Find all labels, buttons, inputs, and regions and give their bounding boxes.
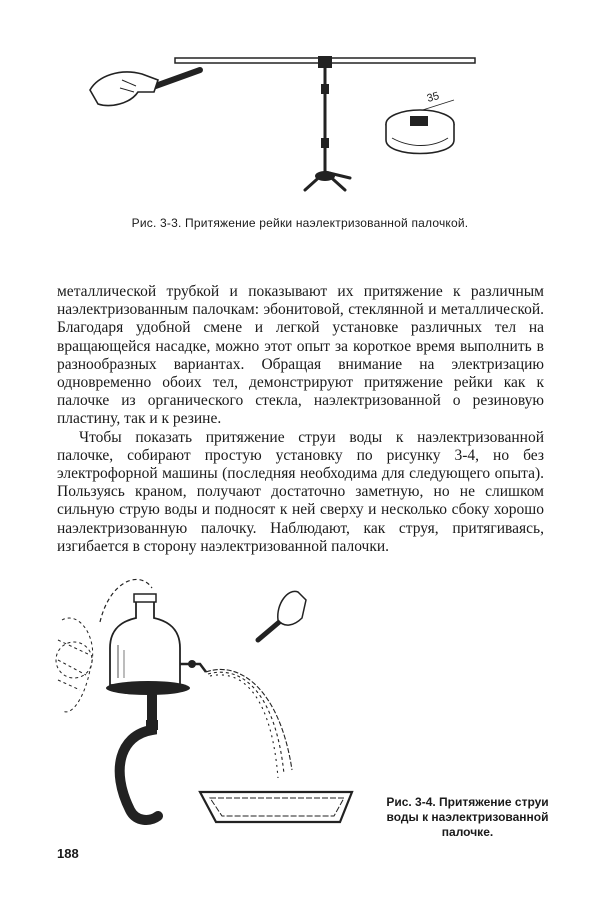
water-tray (200, 792, 352, 822)
stand (120, 695, 158, 820)
figure-3-3 (80, 40, 480, 200)
dimension-label: 35 (425, 90, 441, 105)
page-number: 188 (57, 846, 79, 861)
water-bottle (110, 594, 180, 685)
hand-2 (278, 591, 306, 625)
body-text (57, 283, 544, 556)
electrophore-machine (56, 618, 93, 712)
paragraph-2: Чтобы показать притяжение струи воды к наэлектризованной палочке, собирают простую установку по рисунку 3-4, но без электрофорной машины (последняя необходима для следующего опыта). Пользуясь краном, получают достаточно заметную, но не слишком сильную струю воды и подносят к ней сверху и несколько сбоку хорошо наэлектризованную палочку. Наблюдают, как струя, притягиваясь, изгибается в сторону наэлектризованной палочки. (57, 428, 544, 555)
water-jet (206, 669, 292, 778)
figure-3-4-caption: Рис. 3-4. Притяжение струи воды к наэлектризованной палочке. (386, 795, 549, 839)
figure-3-4 (40, 560, 380, 860)
paragraph-1: металлической трубкой и показывают их притяжение к различным наэлектризованным палочкам: эбонитовой, стеклянной и металлической. Благодаря удобной смене и легкой установке различных тел на вращающейся насадке, можно этот опыт за короткое время выполнить в разнообразных вариантах. Обращая внимание на электризацию одновременно обоих тел, демонстрируют притяжение рейки как к палочке из органического стекла, наэлектризованной о резиновую пластину, так и к резине. (57, 283, 544, 428)
figure-3-3-caption: Рис. 3-3. Притяжение рейки наэлектризованной палочкой. (131, 216, 469, 230)
pivot-holder (318, 56, 332, 68)
rotating-cap-detail (386, 110, 454, 154)
